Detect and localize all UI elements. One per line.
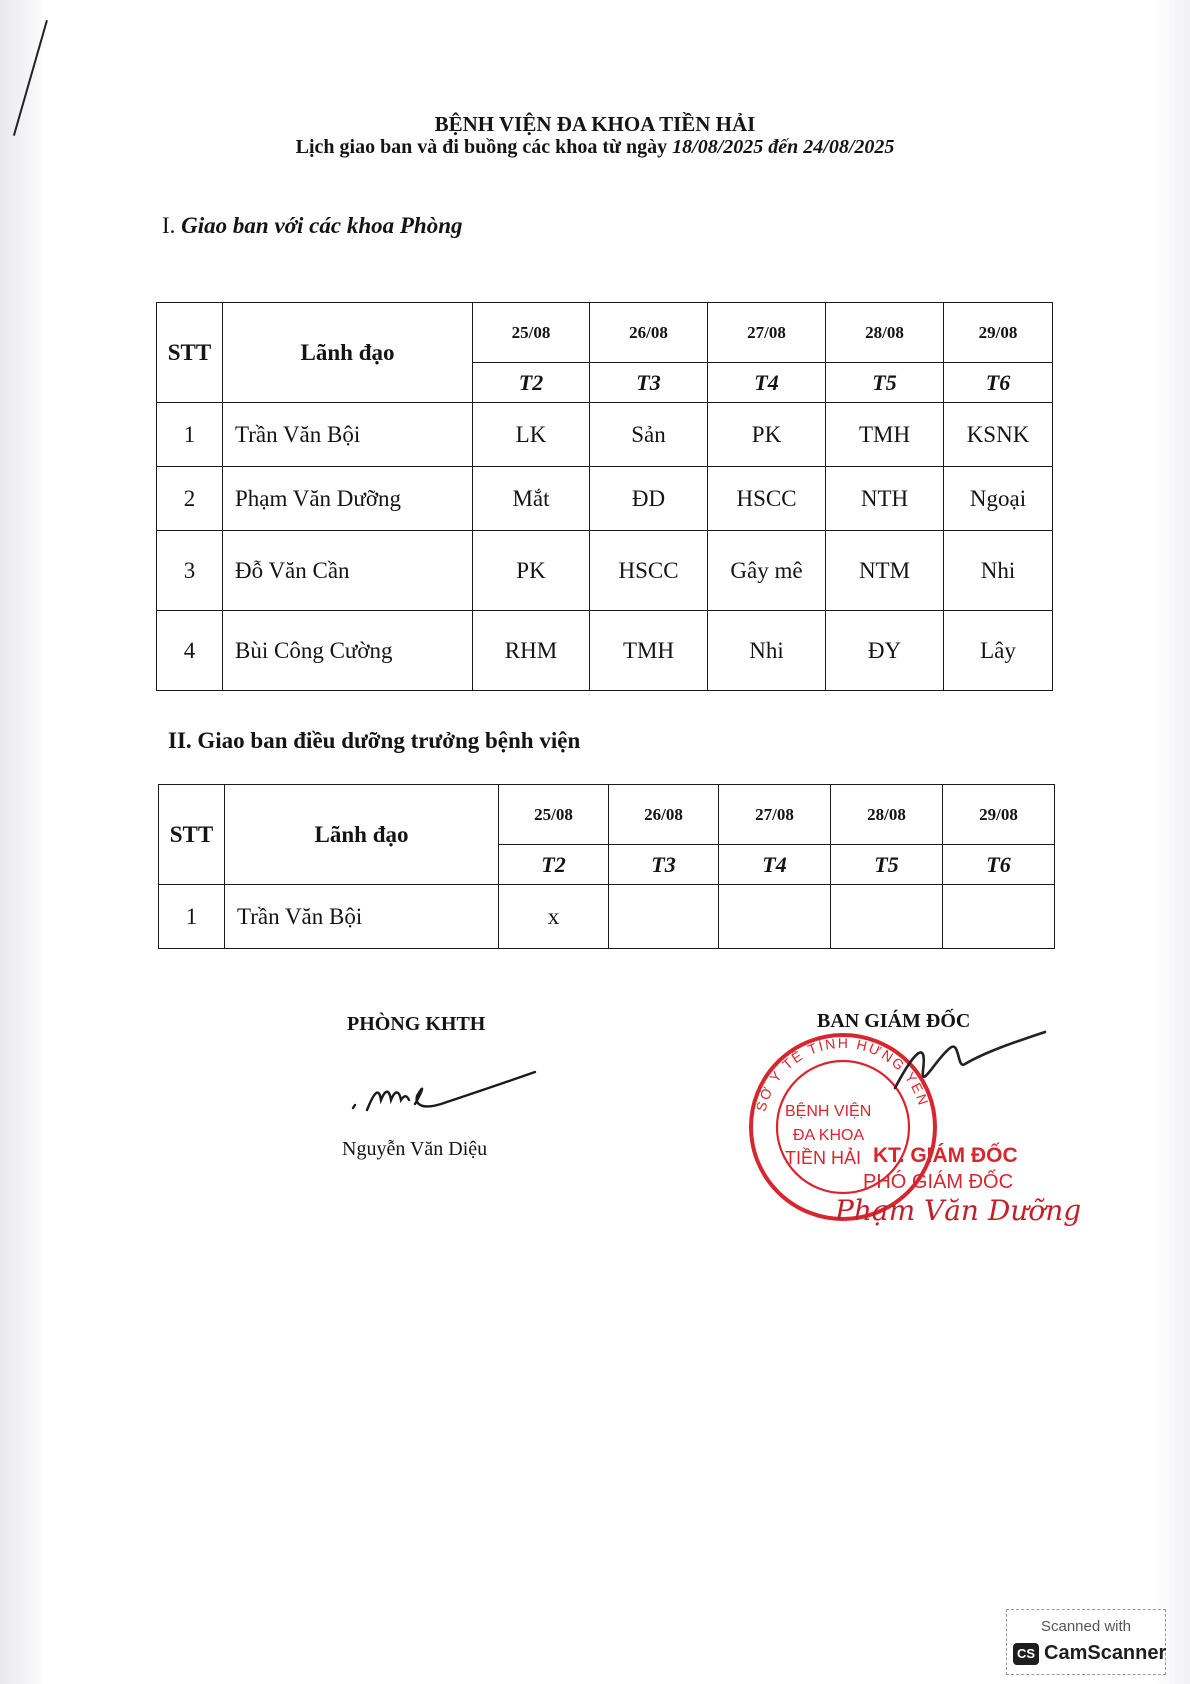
section-1-text: Giao ban với các khoa Phòng [181, 213, 463, 238]
schedule-cell: PK [473, 531, 590, 611]
schedule-cell: Ngoại [944, 467, 1053, 531]
svg-text:SỞ Y TẾ TỈNH HƯNG YÊN: SỞ Y TẾ TỈNH HƯNG YÊN [752, 1034, 933, 1114]
department-meeting-table [156, 302, 1053, 691]
row-leader-name: Phạm Văn Dưỡng [223, 467, 473, 531]
subtitle-prefix: Lịch giao ban và đi buồng các khoa từ ngày [295, 136, 673, 158]
right-signature-label: BAN GIÁM ĐỐC [817, 1010, 971, 1032]
camscanner-watermark [1006, 1609, 1166, 1675]
schedule-cell: Lây [944, 611, 1053, 691]
schedule-cell: TMH [826, 403, 944, 467]
svg-text:BỆNH VIỆN: BỆNH VIỆN [785, 1103, 872, 1120]
schedule-cell [719, 885, 831, 949]
section-1-number: I. [162, 213, 182, 238]
table-row [159, 885, 1055, 949]
svg-text:ĐA KHOA: ĐA KHOA [793, 1127, 865, 1144]
watermark-line1: Scanned with [1040, 1618, 1132, 1635]
header-stt: STT [157, 303, 223, 403]
header-date: 27/08 [719, 785, 831, 845]
section-1-title [162, 213, 463, 239]
section-2-title: II. Giao ban điều dưỡng trưởng bệnh viện [168, 728, 581, 753]
schedule-cell: HSCC [708, 467, 826, 531]
schedule-cell: ĐY [826, 611, 944, 691]
left-handwritten-signature [345, 1060, 545, 1120]
row-stt: 3 [157, 531, 223, 611]
header-date: 25/08 [499, 785, 609, 845]
table-row [157, 611, 1053, 691]
schedule-cell: Nhi [944, 531, 1053, 611]
schedule-cell: x [499, 885, 609, 949]
schedule-subtitle [0, 136, 1190, 159]
row-stt: 1 [159, 885, 225, 949]
header-day: T2 [473, 363, 590, 403]
header-date: 29/08 [944, 303, 1053, 363]
header-date: 29/08 [943, 785, 1055, 845]
header-day: T4 [719, 845, 831, 885]
header-day: T5 [826, 363, 944, 403]
nursing-meeting-table [158, 784, 1055, 949]
stamp-title-2: PHÓ GIÁM ĐỐC [863, 1171, 1014, 1193]
header-day: T3 [590, 363, 708, 403]
watermark-brand: CamScanner [1044, 1642, 1167, 1664]
row-leader-name: Bùi Công Cường [223, 611, 473, 691]
stamp-title-1: KT. GIÁM ĐỐC [873, 1144, 1018, 1167]
subtitle-dates: 18/08/2025 đến 24/08/2025 [672, 136, 895, 158]
schedule-cell: Gây mê [708, 531, 826, 611]
row-leader-name: Trần Văn Bội [225, 885, 499, 949]
schedule-cell: Mắt [473, 467, 590, 531]
header-date: 28/08 [831, 785, 943, 845]
official-stamp [745, 1030, 1085, 1230]
schedule-cell: TMH [590, 611, 708, 691]
header-date: 26/08 [590, 303, 708, 363]
stamp-signer: Phạm Văn Dưỡng [835, 1194, 1082, 1227]
hospital-name: BỆNH VIỆN ĐA KHOA TIỀN HẢI [434, 112, 756, 136]
header-day: T2 [499, 845, 609, 885]
row-stt: 1 [157, 403, 223, 467]
header-day: T4 [708, 363, 826, 403]
schedule-cell: RHM [473, 611, 590, 691]
row-leader-name: Đỗ Văn Cần [223, 531, 473, 611]
schedule-cell: Nhi [708, 611, 826, 691]
schedule-cell: ĐD [590, 467, 708, 531]
row-leader-name: Trần Văn Bội [223, 403, 473, 467]
schedule-cell: Sản [590, 403, 708, 467]
svg-text:TIỀN HẢI: TIỀN HẢI [785, 1148, 862, 1168]
header-date: 28/08 [826, 303, 944, 363]
header-date: 26/08 [609, 785, 719, 845]
schedule-cell: KSNK [944, 403, 1053, 467]
header-stt: STT [159, 785, 225, 885]
schedule-cell: LK [473, 403, 590, 467]
header-date: 25/08 [473, 303, 590, 363]
schedule-cell: HSCC [590, 531, 708, 611]
header-day: T6 [943, 845, 1055, 885]
scan-left-edge [0, 0, 45, 1684]
header-date: 27/08 [708, 303, 826, 363]
left-signer-name: Nguyễn Văn Diệu [342, 1138, 488, 1160]
table-row [157, 467, 1053, 531]
header-day: T3 [609, 845, 719, 885]
header-day: T6 [944, 363, 1053, 403]
row-stt: 2 [157, 467, 223, 531]
schedule-cell: NTH [826, 467, 944, 531]
camscanner-logo-icon: CS [1013, 1643, 1039, 1665]
schedule-cell: NTM [826, 531, 944, 611]
schedule-cell [609, 885, 719, 949]
table-row [157, 403, 1053, 467]
header-leader: Lãnh đạo [225, 785, 499, 885]
header-leader: Lãnh đạo [223, 303, 473, 403]
schedule-cell: PK [708, 403, 826, 467]
row-stt: 4 [157, 611, 223, 691]
schedule-cell [943, 885, 1055, 949]
schedule-cell [831, 885, 943, 949]
table-row [157, 531, 1053, 611]
left-signature-label: PHÒNG KHTH [347, 1013, 486, 1035]
header-day: T5 [831, 845, 943, 885]
scan-right-edge [1154, 0, 1190, 1684]
